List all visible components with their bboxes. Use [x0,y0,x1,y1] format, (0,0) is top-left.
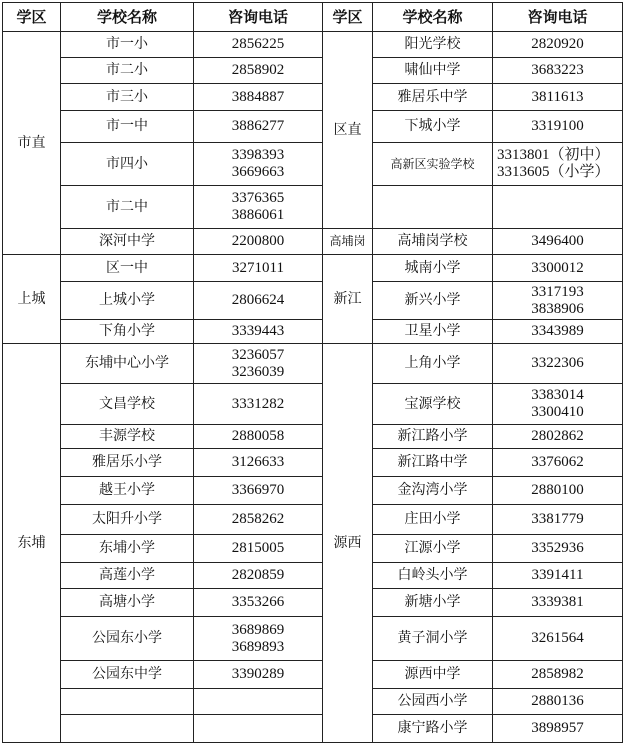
school-cell: 下城小学 [373,111,493,143]
school-cell: 公园东中学 [61,661,194,689]
phone-cell: 2858902 [194,58,323,84]
school-cell: 阳光学校 [373,32,493,58]
school-cell: 宝源学校 [373,384,493,425]
school-cell: 高新区实验学校 [373,143,493,186]
school-cell: 雅居乐中学 [373,84,493,111]
phone-cell: 3300012 [493,255,623,282]
school-cell: 高埔岗学校 [373,229,493,255]
table-row [3,58,623,84]
phone-cell: 2815005 [194,535,323,563]
table-row [3,617,623,661]
school-cell: 白岭头小学 [373,563,493,589]
phone-cell: 2806624 [194,282,323,320]
phone-cell: 3689869 3689893 [194,617,323,661]
phone-cell: 2820859 [194,563,323,589]
school-cell: 卫星小学 [373,320,493,344]
phone-cell: 3683223 [493,58,623,84]
phone-cell: 3353266 [194,589,323,617]
phone-cell: 3331282 [194,384,323,425]
school-cell: 上城小学 [61,282,194,320]
table-row [3,661,623,689]
school-cell: 市二中 [61,186,194,229]
phone-cell: 2880058 [194,425,323,449]
table-row [3,255,623,282]
phone-cell: 3366970 [194,477,323,505]
empty-cell [194,715,323,743]
header-row [3,3,623,32]
phone-cell: 3398393 3669663 [194,143,323,186]
table-row [3,563,623,589]
school-cell: 江源小学 [373,535,493,563]
district-cell: 高埔岗 [323,229,373,255]
header-school-name: 学校名称 [373,3,493,32]
school-cell: 雅居乐小学 [61,449,194,477]
school-cell: 新江路小学 [373,425,493,449]
district-cell: 东埔 [3,344,61,743]
school-cell: 公园东小学 [61,617,194,661]
header-school-name: 学校名称 [61,3,194,32]
school-cell: 下角小学 [61,320,194,344]
school-cell: 新江路中学 [373,449,493,477]
district-cell: 新江 [323,255,373,344]
school-cell: 金沟湾小学 [373,477,493,505]
school-cell: 城南小学 [373,255,493,282]
header-district: 学区 [3,3,61,32]
table-row [3,384,623,425]
phone-cell: 3376062 [493,449,623,477]
school-cell: 区一中 [61,255,194,282]
phone-cell: 3496400 [493,229,623,255]
school-contact-table [2,2,623,743]
school-cell: 新塘小学 [373,589,493,617]
school-cell: 庄田小学 [373,505,493,535]
empty-cell [194,689,323,715]
school-cell: 市二小 [61,58,194,84]
phone-cell: 3376365 3886061 [194,186,323,229]
phone-cell: 3236057 3236039 [194,344,323,384]
header-phone: 咨询电话 [493,3,623,32]
phone-cell: 3381779 [493,505,623,535]
school-cell: 市三小 [61,84,194,111]
district-cell: 上城 [3,255,61,344]
table-row [3,229,623,255]
empty-cell [61,715,194,743]
table-row [3,32,623,58]
phone-cell: 3886277 [194,111,323,143]
school-cell: 市一小 [61,32,194,58]
phone-cell: 3322306 [493,344,623,384]
phone-cell: 2802862 [493,425,623,449]
school-cell: 东埔小学 [61,535,194,563]
phone-cell: 2820920 [493,32,623,58]
table-row [3,589,623,617]
table-row [3,111,623,143]
district-cell: 市直 [3,32,61,255]
school-cell: 啸仙中学 [373,58,493,84]
phone-cell: 3898957 [493,715,623,743]
phone-cell: 3339443 [194,320,323,344]
table-row [3,344,623,384]
phone-cell: 3339381 [493,589,623,617]
phone-cell: 2880136 [493,689,623,715]
school-cell: 文昌学校 [61,384,194,425]
phone-cell: 3811613 [493,84,623,111]
phone-cell: 2880100 [493,477,623,505]
school-cell: 新兴小学 [373,282,493,320]
empty-cell [373,186,493,229]
school-cell: 丰源学校 [61,425,194,449]
district-cell: 区直 [323,32,373,229]
table-row [3,449,623,477]
phone-cell: 3884887 [194,84,323,111]
phone-cell: 3271011 [194,255,323,282]
table-row [3,477,623,505]
phone-cell: 3126633 [194,449,323,477]
empty-cell [61,689,194,715]
phone-cell: 3352936 [493,535,623,563]
table-row [3,84,623,111]
phone-cell: 3313801（初中） 3313605（小学） [493,143,623,186]
header-district: 学区 [323,3,373,32]
school-cell: 黄子洞小学 [373,617,493,661]
phone-cell: 3391411 [493,563,623,589]
table-row [3,715,623,743]
school-cell: 源西中学 [373,661,493,689]
school-cell: 高塘小学 [61,589,194,617]
table-row [3,143,623,186]
table-row [3,505,623,535]
school-cell: 太阳升小学 [61,505,194,535]
header-phone: 咨询电话 [194,3,323,32]
phone-cell: 3319100 [493,111,623,143]
school-cell: 高莲小学 [61,563,194,589]
school-cell: 越王小学 [61,477,194,505]
phone-cell: 2200800 [194,229,323,255]
school-cell: 市四小 [61,143,194,186]
district-cell: 源西 [323,344,373,743]
phone-cell: 2856225 [194,32,323,58]
table-row [3,425,623,449]
table-row [3,535,623,563]
phone-cell: 3261564 [493,617,623,661]
phone-cell: 2858982 [493,661,623,689]
phone-cell: 3317193 3838906 [493,282,623,320]
school-cell: 深河中学 [61,229,194,255]
table-row [3,186,623,229]
school-cell: 东埔中心小学 [61,344,194,384]
table-row [3,320,623,344]
phone-cell: 2858262 [194,505,323,535]
table-row [3,282,623,320]
empty-cell [493,186,623,229]
school-cell: 公园西小学 [373,689,493,715]
phone-cell: 3343989 [493,320,623,344]
school-cell: 市一中 [61,111,194,143]
school-cell: 上角小学 [373,344,493,384]
table-row [3,689,623,715]
school-cell: 康宁路小学 [373,715,493,743]
phone-cell: 3390289 [194,661,323,689]
phone-cell: 3383014 3300410 [493,384,623,425]
